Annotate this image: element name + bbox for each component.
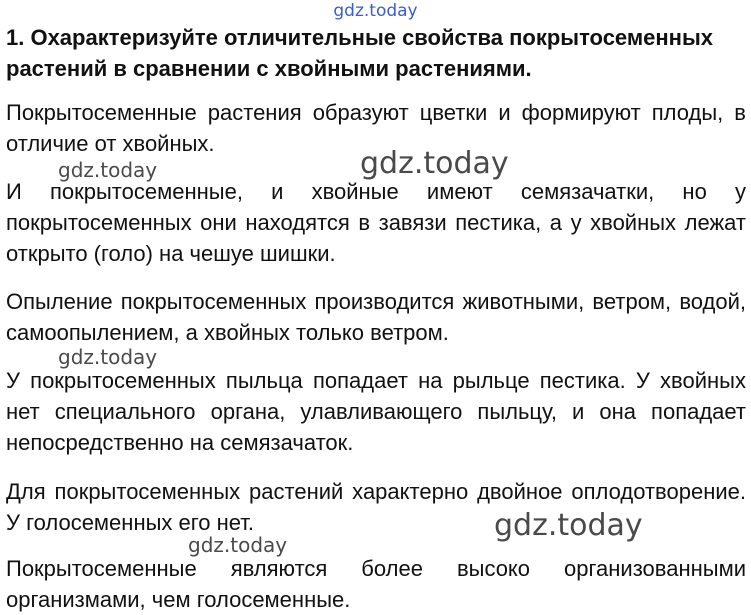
watermark: gdz.today — [58, 158, 158, 182]
answer-paragraph-4: У покрытосеменных пыльца попадает на рыльце пестика. У хвойных нет специального органа, улавливающего пыльцу, и она попадает непосредственно на семязачаток. — [6, 368, 746, 455]
watermark: gdz.today — [188, 533, 288, 557]
watermark-top: gdz.today — [333, 1, 418, 21]
watermark: gdz.today — [494, 508, 643, 543]
answer-paragraph-1: Покрытосеменные растения образуют цветки и формируют плоды, в отличие от хвойных. — [6, 100, 746, 156]
question-title: 1. Охарактеризуйте отличительные свойства покрытосеменных растений в сравнении с хвойными растениями. — [6, 25, 713, 81]
answer-paragraph-5: Для покрытосеменных растений характерно двойное оплодотворение. У голосеменных его нет. — [6, 479, 746, 535]
watermark: gdz.today — [58, 345, 158, 369]
watermark: gdz.today — [360, 146, 509, 181]
answer-paragraph-2: И покрытосеменные, и хвойные имеют семязачатки, но у покрытосеменных они находятся в завязи пестика, а у хвойных лежат открыто (голо) на чешуе шишки. — [6, 179, 746, 266]
answer-paragraph-6: Покрытосеменные являются более высоко организованными организмами, чем голосеменные. — [6, 556, 746, 612]
answer-paragraph-3: Опыление покрытосеменных производится животными, ветром, водой, самоопылением, а хвойных только ветром. — [6, 289, 746, 345]
